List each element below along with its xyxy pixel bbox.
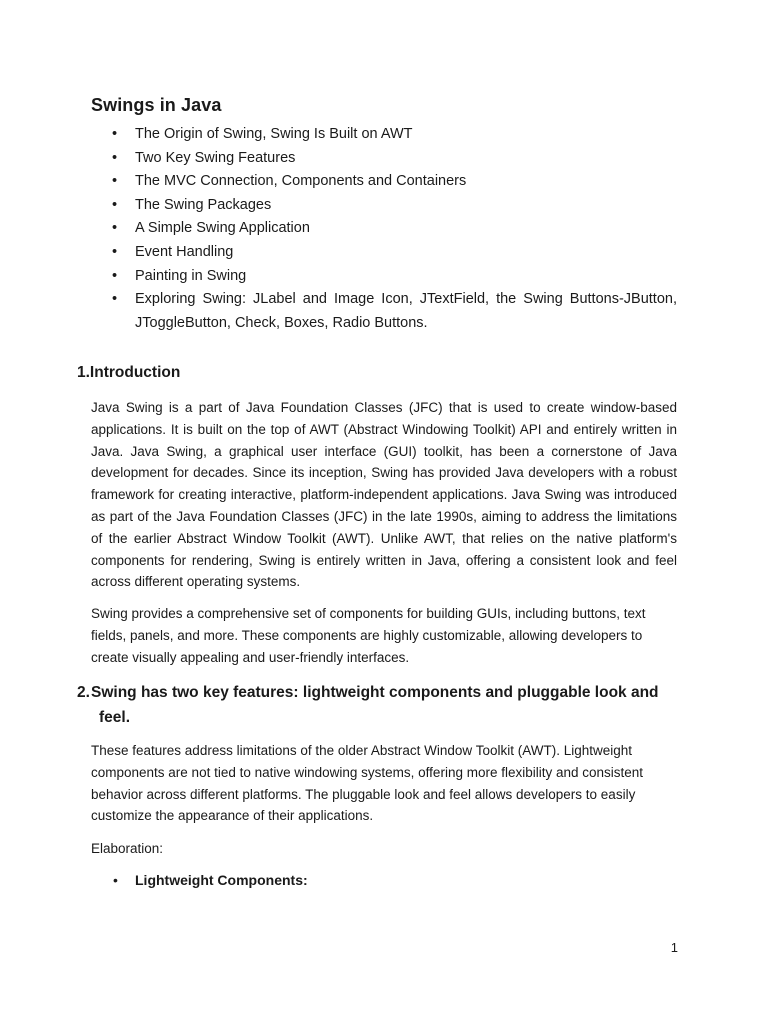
intro-paragraph-2: Swing provides a comprehensive set of components for building GUIs, including buttons, text fields, panels, and more. These components are highly customizable, allowing developers to create visually appealing and user-friendly interfaces. (91, 606, 646, 665)
heading-line-1: Swing has two key features: lightweight components and pluggable look and (91, 684, 659, 701)
list-item: • Exploring Swing: JLabel and Image Icon, JTextField, the Swing Buttons-JButton, JToggleButton, Check, Boxes, Radio Buttons. (91, 288, 677, 335)
intro-paragraph: Java Swing is a part of Java Foundation Classes (JFC) that is used to create window-based applications. It is built on the top of AWT (Abstract Windowing Toolkit) API and entirely written in Java. Java Swing, a graphical user interface (GUI) toolkit, has been a cornerstone of Java development for decades. Since its inception, Swing has provided Java developers with a robust framework for creating interactive, platform-independent applications. Java Swing was introduced as part of the Java Foundation Classes (JFC) in the late 1990s, aiming to address the limitations of the earlier Abstract Window Toolkit (AWT). Unlike AWT, that relies on the native platform's components for rendering, Swing is entirely written in Java, offering a consistent look and feel across different operating systems. (91, 400, 677, 590)
features-paragraph: These features address limitations of the older Abstract Window Toolkit (AWT). Lightweight components are not tied to native windowing systems, offering more flexibility and consistent behavior across different platforms. The pluggable look and feel allows developers to easily customize the appearance of their applications. (91, 743, 644, 824)
section-heading-key-features (77, 680, 677, 730)
list-item: • The Origin of Swing, Swing Is Built on AWT (91, 123, 677, 147)
list-item: • Two Key Swing Features (91, 147, 677, 171)
page-number: 1 (670, 940, 678, 955)
list-item: • Event Handling (91, 241, 677, 265)
elaboration-label: Elaboration: (91, 841, 164, 856)
list-item: • Lightweight Components: (91, 869, 308, 891)
heading-line-2: feel. (99, 709, 131, 726)
topics-list (91, 123, 677, 335)
list-item: • A Simple Swing Application (91, 217, 677, 241)
elaboration-list (91, 869, 308, 891)
list-item: • Painting in Swing (91, 265, 677, 289)
list-item: • The Swing Packages (91, 194, 677, 218)
list-item: • The MVC Connection, Components and Containers (91, 170, 677, 194)
heading-number: 2. (77, 684, 90, 701)
document-title: Swings in Java (91, 95, 222, 115)
section-heading-introduction: 1.Introduction (77, 364, 181, 381)
